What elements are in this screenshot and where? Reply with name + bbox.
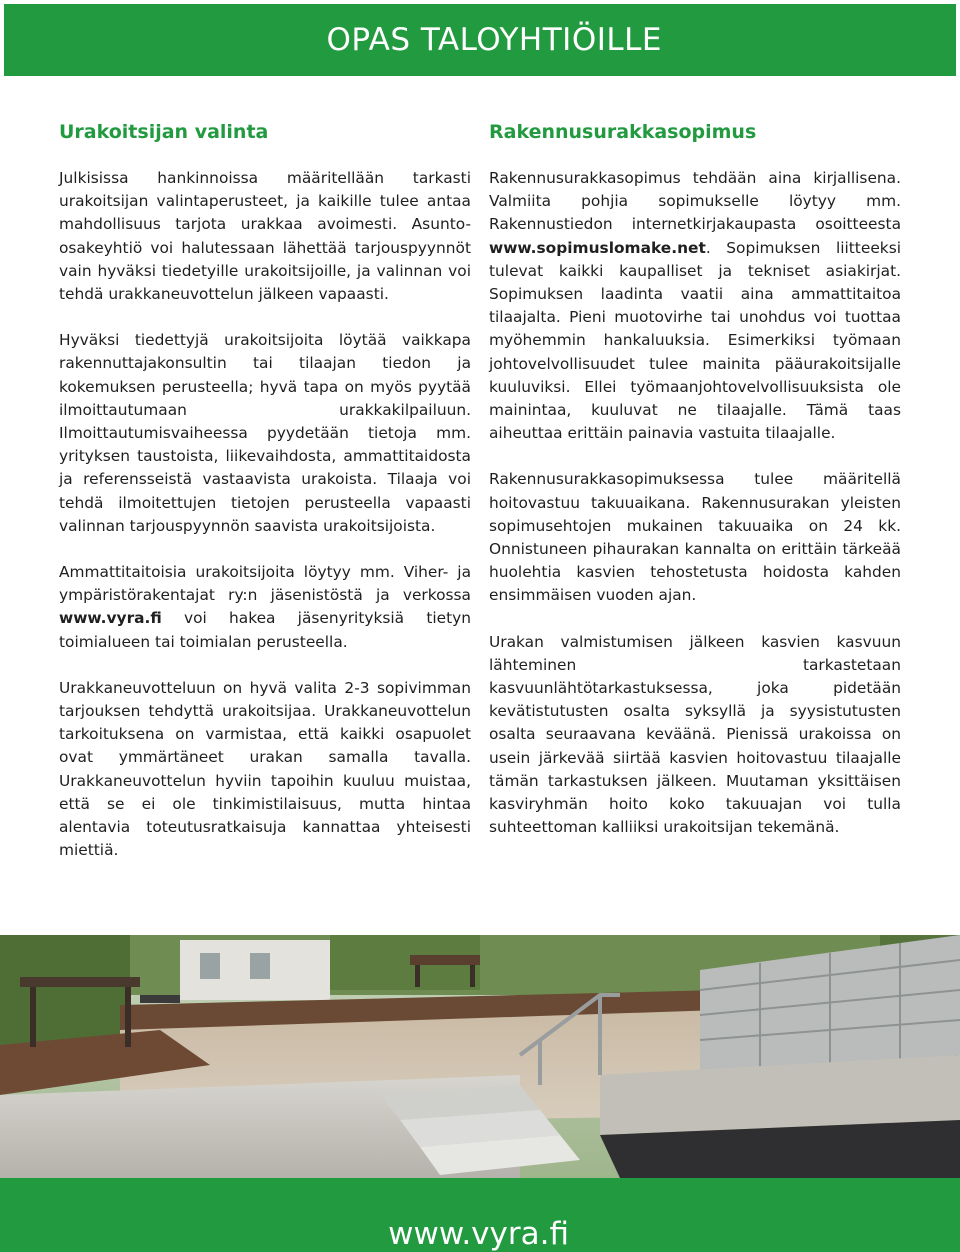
garden-photo	[0, 935, 960, 1178]
paragraph-text: voi hakea jäsenyrityksiä tietyn toimialueen tai toimialan perusteella.	[59, 609, 471, 651]
right-column	[489, 118, 901, 862]
paragraph-text: Ammattitaitoisia urakoitsijoita löytyy mm. Viher- ja ympäristörakentajat ry:n jäsenistöstä ja verkossa	[59, 563, 471, 605]
section-heading-construction-contract: Rakennusurakkasopimus	[489, 121, 757, 143]
section-heading-contractor-selection: Urakoitsijan valinta	[59, 121, 269, 143]
header-frame	[0, 0, 960, 78]
footer-banner	[0, 1178, 960, 1252]
paragraph: Urakan valmistumisen jälkeen kasvien kasvuun lähteminen tarkastetaan kasvuunlähtötarkastuksessa, joka pidetään kevätistutusten osalta syksyllä ja syysistutusten osalta seuraavana keväänä. Pienissä urakoissa on usein järkevää siirtää kasvien hoitovastuu tilaajalle tämän tarkastuksen jälkeen. Muutaman yksittäisen kasviryhmän hoito koko takuuajan voi tulla suhteettoman kalliiksi urakoitsijan tekemänä.	[489, 632, 901, 837]
paragraph-text: Rakennusurakkasopimus tehdään aina kirjallisena. Valmiita pohjia sopimukselle löytyy mm. Rakennustiedon internetkirjakaupasta osoitteesta	[489, 169, 901, 234]
vyra-link[interactable]: www.vyra.fi	[59, 609, 162, 628]
sopimuslomake-link[interactable]: www.sopimuslomake.net	[489, 238, 706, 257]
paragraph: Hyväksi tiedettyjä urakoitsijoita löytää vaikkapa rakennuttajakonsultin tai tilaajan tiedon ja kokemuksen perusteella; hyvä tapa on myös pyytää ilmoittautumaan urakkakilpailuun. Ilmoittautumisvaiheessa pyydetään tietoja mm. yrityksen taustoista, liikevaihdosta, ammattitaidosta ja referensseistä vastaavista urakoista. Tilaaja voi tehdä ilmoitettujen tietojen perusteella vapaasti valinnan tarjouspyynnön saavista urakoitsijoista.	[59, 331, 471, 535]
paragraph: Urakkaneuvotteluun on hyvä valita 2-3 sopivimman tarjouksen tehdyttä urakoitsijaa. Urakkaneuvottelun tarkoituksena on varmistaa, että kaikki osapuolet ovat ymmärtäneet urakan samalla tavalla. Urakkaneuvottelun hyviin tapoihin kuuluu muistaa, että se ei ole tinkimistilaisuus, mutta hintaa alentavia toteutusratkaisuja kannattaa yhteisesti miettiä.	[59, 678, 471, 860]
paragraph: Julkisissa hankinnoissa määritellään tarkasti urakoitsijan valintaperusteet, ja kaikille tulee antaa mahdollisuus tarjota urakkaa avoimesti. Asunto-osakeyhtiö voi halutessaan lähettää tarjouspyynnöt vain hyväksi tiedetyille urakoitsijoille, ja valinnan voi tehdä urakkaneuvottelun jälkeen vapaasti.	[59, 169, 471, 304]
header-banner	[4, 4, 956, 76]
paragraph-text: . Sopimuksen liitteeksi tulevat kaikki kaupalliset ja tekniset asiakirjat. Sopimuksen laadinta vaatii aina ammattitaitoa tilaajalta. Pieni muotovirhe tai unohdus voi tuottaa myöhemmin hankaluuksia. Esimerkiksi työmaan johtovelvollisuudet tulee mainita pääurakoitsijalle kuuluviksi. Ellei työmaanjohtovelvollisuuksista ole mainintaa, kuuluvat ne tilaajalle. Tämä taas aiheuttaa erittäin painavia vastuita tilaajalle.	[489, 238, 901, 443]
left-column	[59, 118, 471, 885]
paragraph	[59, 561, 471, 654]
paragraph: Rakennusurakkasopimuksessa tulee määritellä hoitovastuu takuuaikana. Rakennusurakan yleisten sopimusehtojen mukainen takuuaika on 24 kk. Onnistuneen pihaurakan kannalta on erittäin tärkeää huolehtia kasvien tehostetusta hoidosta kahden ensimmäisen vuoden ajan.	[489, 470, 901, 605]
footer-url[interactable]: www.vyra.fi	[388, 1216, 569, 1252]
paragraph	[489, 167, 901, 445]
page-title: OPAS TALOYHTIÖILLE	[326, 22, 662, 58]
